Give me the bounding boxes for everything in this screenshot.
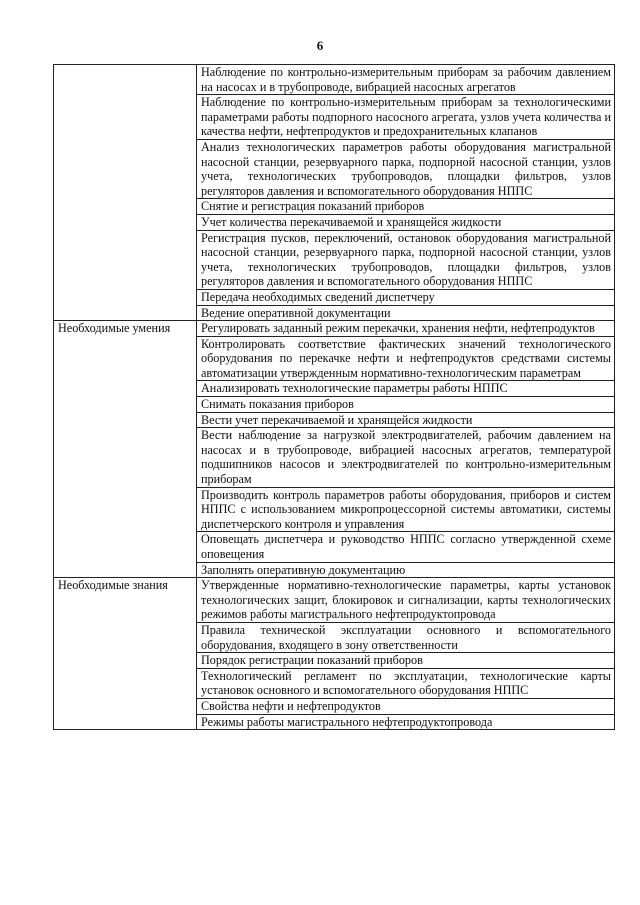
section-item: Наблюдение по контрольно-измерительным приборам за технологическими параметрами работы подпорного насосного агрегата, узлов учета количества и качества нефти, нефтепродуктов и предохранительных клапанов [197, 95, 615, 140]
section-item: Анализировать технологические параметры работы НППС [197, 381, 615, 397]
page-number: 6 [316, 38, 324, 53]
section-item: Снятие и регистрация показаний приборов [197, 199, 615, 215]
section-item: Контролировать соответствие фактических значений технологического оборудования по перекачке нефти и нефтепродуктов средствами системы автоматизации утвержденным нормативно-технологическим параметрам [197, 336, 615, 381]
section-item: Ведение оперативной документации [197, 305, 615, 321]
section-item: Снимать показания приборов [197, 397, 615, 413]
section-item: Технологический регламент по эксплуатации, технологические карты установок основного и вспомогательного оборудования НППС [197, 668, 615, 698]
competency-table-body [54, 65, 615, 730]
section-item: Вести наблюдение за нагрузкой электродвигателей, рабочим давлением на насосах и в трубопроводе, вибрацией насосных агрегатов, температурой подшипников насосов и электродвигателей по контрольно-измерительным приборам [197, 428, 615, 487]
section-label: Необходимые знания [54, 578, 197, 730]
section-item: Вести учет перекачиваемой и хранящейся жидкости [197, 412, 615, 428]
section-item: Производить контроль параметров работы оборудования, приборов и систем НППС с использованием микропроцессорной системы автоматики, системы диспетчерского контроля и управления [197, 487, 615, 532]
section-item: Правила технической эксплуатации основного и вспомогательного оборудования, входящего в зону ответственности [197, 622, 615, 652]
table-row [54, 65, 615, 95]
section-item: Регистрация пусков, переключений, остановок оборудования магистральной насосной станции, резервуарного парка, подпорной насосной станции, узлов учета, технологических трубопроводов, площадки фильтров, узлов регуляторов давления и вспомогательного оборудования НППС [197, 230, 615, 289]
section-item: Режимы работы магистрального нефтепродуктопровода [197, 714, 615, 730]
section-item: Наблюдение по контрольно-измерительным приборам за рабочим давлением на насосах и в трубопроводе, вибрацией насосных агрегатов [197, 65, 615, 95]
section-item: Оповещать диспетчера и руководство НППС согласно утвержденной схеме оповещения [197, 532, 615, 562]
section-label: Необходимые умения [54, 321, 197, 578]
section-label [54, 65, 197, 321]
table-row [54, 578, 615, 623]
section-item: Свойства нефти и нефтепродуктов [197, 698, 615, 714]
section-item: Регулировать заданный режим перекачки, хранения нефти, нефтепродуктов [197, 321, 615, 337]
section-item: Учет количества перекачиваемой и хранящейся жидкости [197, 214, 615, 230]
section-item: Передача необходимых сведений диспетчеру [197, 289, 615, 305]
table-row [54, 321, 615, 337]
section-item: Анализ технологических параметров работы оборудования магистральной насосной станции, резервуарного парка, подпорной насосной станции, узлов учета, технологических трубопроводов, площадки фильтров, узлов регуляторов давления и вспомогательного оборудования НППС [197, 139, 615, 198]
competency-table [53, 64, 615, 730]
section-item: Заполнять оперативную документацию [197, 562, 615, 578]
section-item: Утвержденные нормативно-технологические параметры, карты установок технологических защит, блокировок и сигнализации, карты технологических режимов работы магистрального нефтепродуктопровода [197, 578, 615, 623]
section-item: Порядок регистрации показаний приборов [197, 653, 615, 669]
